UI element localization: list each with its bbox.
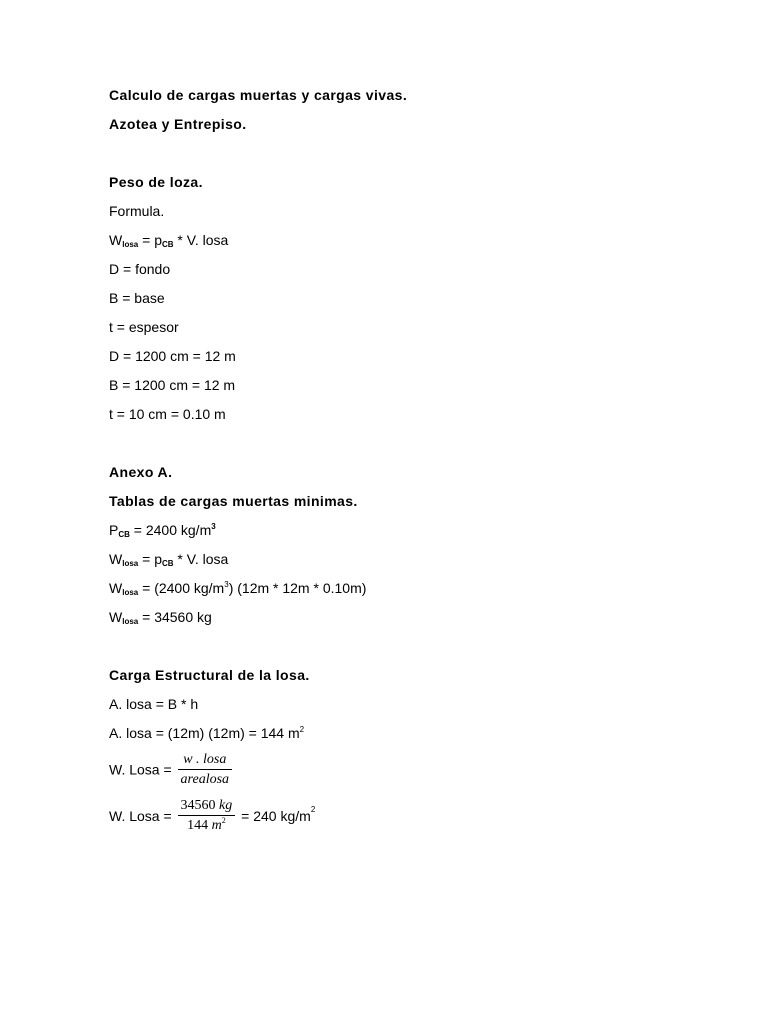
wlosa-result-line [109, 797, 315, 835]
wlosa-fraction [178, 751, 232, 788]
anexo-result [109, 608, 212, 629]
substitution-w-subscript: losa [122, 588, 139, 597]
formula-w-subscript: losa [122, 240, 139, 249]
result-value: = 34560 kg [138, 609, 212, 625]
formula-rest: * V. losa [173, 232, 229, 248]
definition-d: D = fondo [109, 261, 171, 277]
anexo-substitution [109, 579, 366, 600]
substitution-part2: ) (12m * 12m * 0.10m) [228, 580, 367, 596]
heading-calculo: Calculo de cargas muertas y cargas vivas. [109, 87, 408, 103]
formula-label: Formula. [109, 203, 165, 219]
definition-t: t = espesor [109, 319, 179, 335]
area-value-exponent: 2 [299, 725, 305, 734]
denominator-exponent: 2 [221, 816, 226, 825]
section-subtitle-tablas: Tablas de cargas muertas minimas. [109, 493, 358, 509]
anexo-formula-w: W [109, 551, 123, 567]
formula-p-subscript: CB [161, 240, 174, 249]
wlosa-fraction-denominator: arealosa [180, 772, 230, 787]
denominator-value: 144 [187, 818, 209, 833]
area-value [109, 724, 304, 745]
anexo-formula [109, 550, 228, 571]
wlosa-result-rhs-exponent: 2 [310, 805, 316, 814]
numerator-value: 34560 [180, 798, 216, 813]
anexo-formula-eq: = p [138, 551, 162, 567]
wlosa-result-rhs: = 240 kg/m [237, 808, 311, 824]
value-b: B = 1200 cm = 12 m [109, 377, 236, 393]
value-d: D = 1200 cm = 12 m [109, 348, 236, 364]
pcb-exponent: 3 [211, 522, 216, 531]
pcb-number: = 2400 kg/m [129, 522, 212, 538]
wlosa-result-lhs: W. Losa = [109, 808, 176, 824]
wlosa-fraction-lhs: W. Losa = [109, 761, 176, 778]
area-value-text: A. losa = (12m) (12m) = 144 m [109, 725, 300, 741]
substitution-exponent: 3 [224, 580, 229, 589]
denominator-unit: m [211, 818, 222, 833]
area-formula: A. losa = B * h [109, 696, 199, 712]
anexo-formula-rest: * V. losa [173, 551, 229, 567]
wlosa-result-denominator [178, 816, 236, 835]
formula-eq: = p [138, 232, 162, 248]
heading-azotea: Azotea y Entrepiso. [109, 116, 247, 132]
formula-wlosa [109, 231, 228, 252]
pcb-subscript: CB [118, 530, 130, 539]
section-title-peso: Peso de loza. [109, 174, 203, 190]
pcb-p: P [109, 522, 119, 538]
anexo-formula-w-subscript: losa [122, 559, 139, 568]
numerator-unit: kg [219, 798, 233, 813]
result-w: W [109, 609, 123, 625]
value-t: t = 10 cm = 0.10 m [109, 406, 226, 422]
formula-w: W [109, 232, 123, 248]
definition-b: B = base [109, 290, 165, 306]
wlosa-fraction-line [109, 751, 234, 788]
wlosa-result-numerator [178, 797, 236, 816]
section-title-carga: Carga Estructural de la losa. [109, 667, 310, 683]
substitution-w: W [109, 580, 123, 596]
anexo-formula-p-subscript: CB [161, 559, 174, 568]
section-title-anexo: Anexo A. [109, 464, 173, 480]
wlosa-result-fraction [178, 797, 236, 835]
result-w-subscript: losa [122, 617, 139, 626]
substitution-part1: = (2400 kg/m [138, 580, 225, 596]
pcb-value [109, 521, 216, 542]
wlosa-fraction-numerator: w . losa [178, 751, 232, 770]
